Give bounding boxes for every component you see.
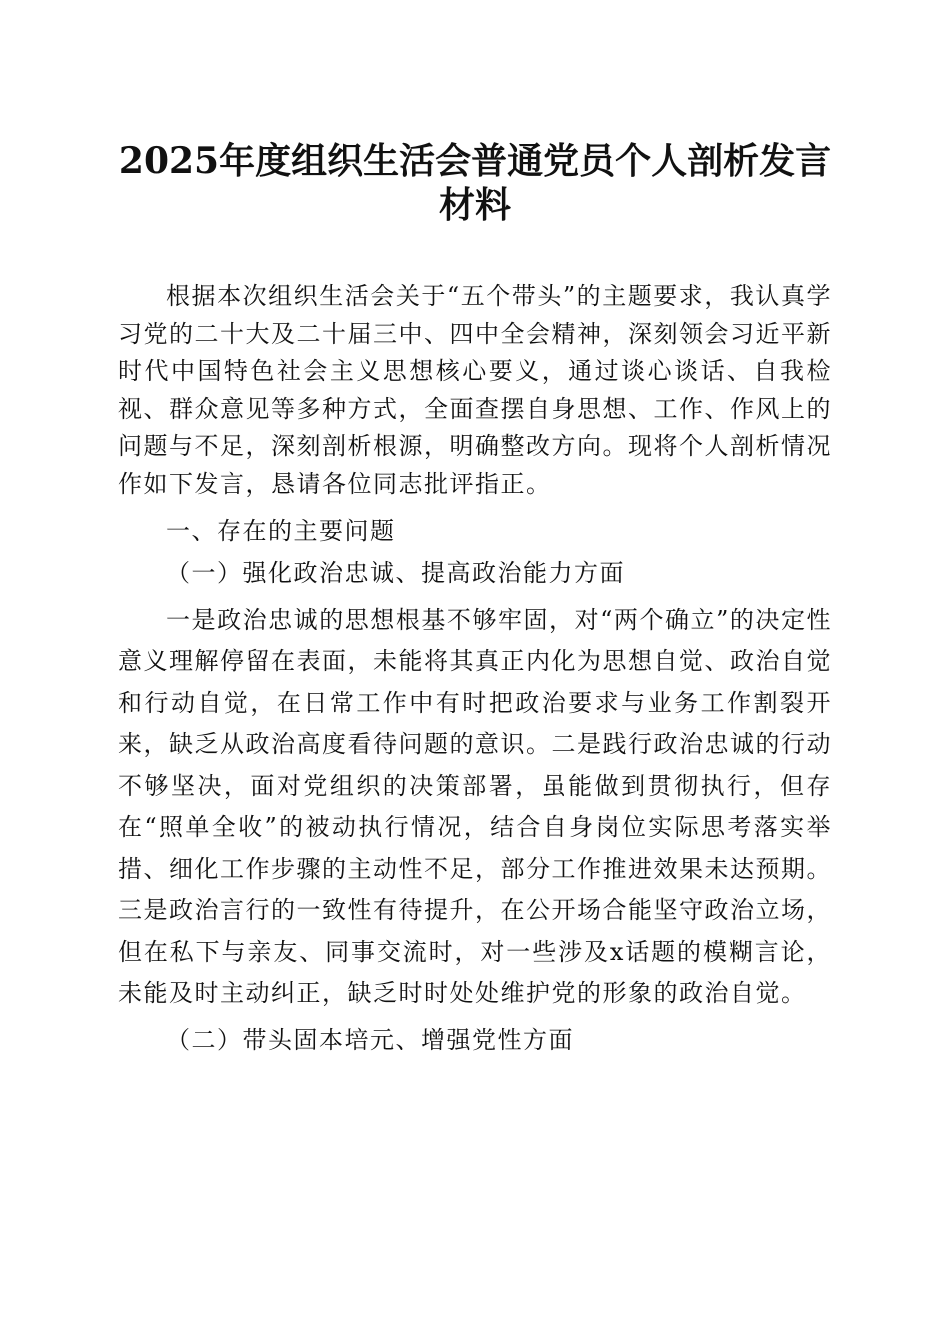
intro-paragraph: 根据本次组织生活会关于“五个带头”的主题要求，我认真学习党的二十大及二十届三中、四中全会精神，深刻领会习近平新时代中国特色社会主义思想核心要义，通过谈心谈话、自我检视、群众意见等多种方式，全面查摆自身思想、工作、作风上的问题与不足，深刻剖析根源，明确整改方向。现将个人剖析情况作如下发言，恳请各位同志批评指正。: [118, 282, 832, 498]
section-heading-problems: 一、存在的主要问题: [166, 516, 396, 545]
document-body: [118, 278, 832, 1061]
document-title: 2025年度组织生活会普通党员个人剖析发言材料: [118, 140, 832, 226]
subsection-heading-party-spirit: （二）带头固本培元、增强党性方面: [166, 1025, 574, 1054]
subsection-heading-political-loyalty: （一）强化政治忠诚、提高政治能力方面: [166, 558, 625, 587]
political-loyalty-paragraph: 一是政治忠诚的思想根基不够牢固，对“两个确立”的决定性意义理解停留在表面，未能将其真正内化为思想自觉、政治自觉和行动自觉，在日常工作中有时把政治要求与业务工作割裂开来，缺乏从政治高度看待问题的意识。二是践行政治忠诚的行动不够坚决，面对党组织的决策部署，虽能做到贯彻执行，但存在“照单全收”的被动执行情况，结合自身岗位实际思考落实举措、细化工作步骤的主动性不足，部分工作推进效果未达预期。三是政治言行的一致性有待提升，在公开场合能坚守政治立场，但在私下与亲友、同事交流时，对一些涉及x话题的模糊言论，未能及时主动纠正，缺乏时时处处维护党的形象的政治自觉。: [118, 605, 832, 1008]
